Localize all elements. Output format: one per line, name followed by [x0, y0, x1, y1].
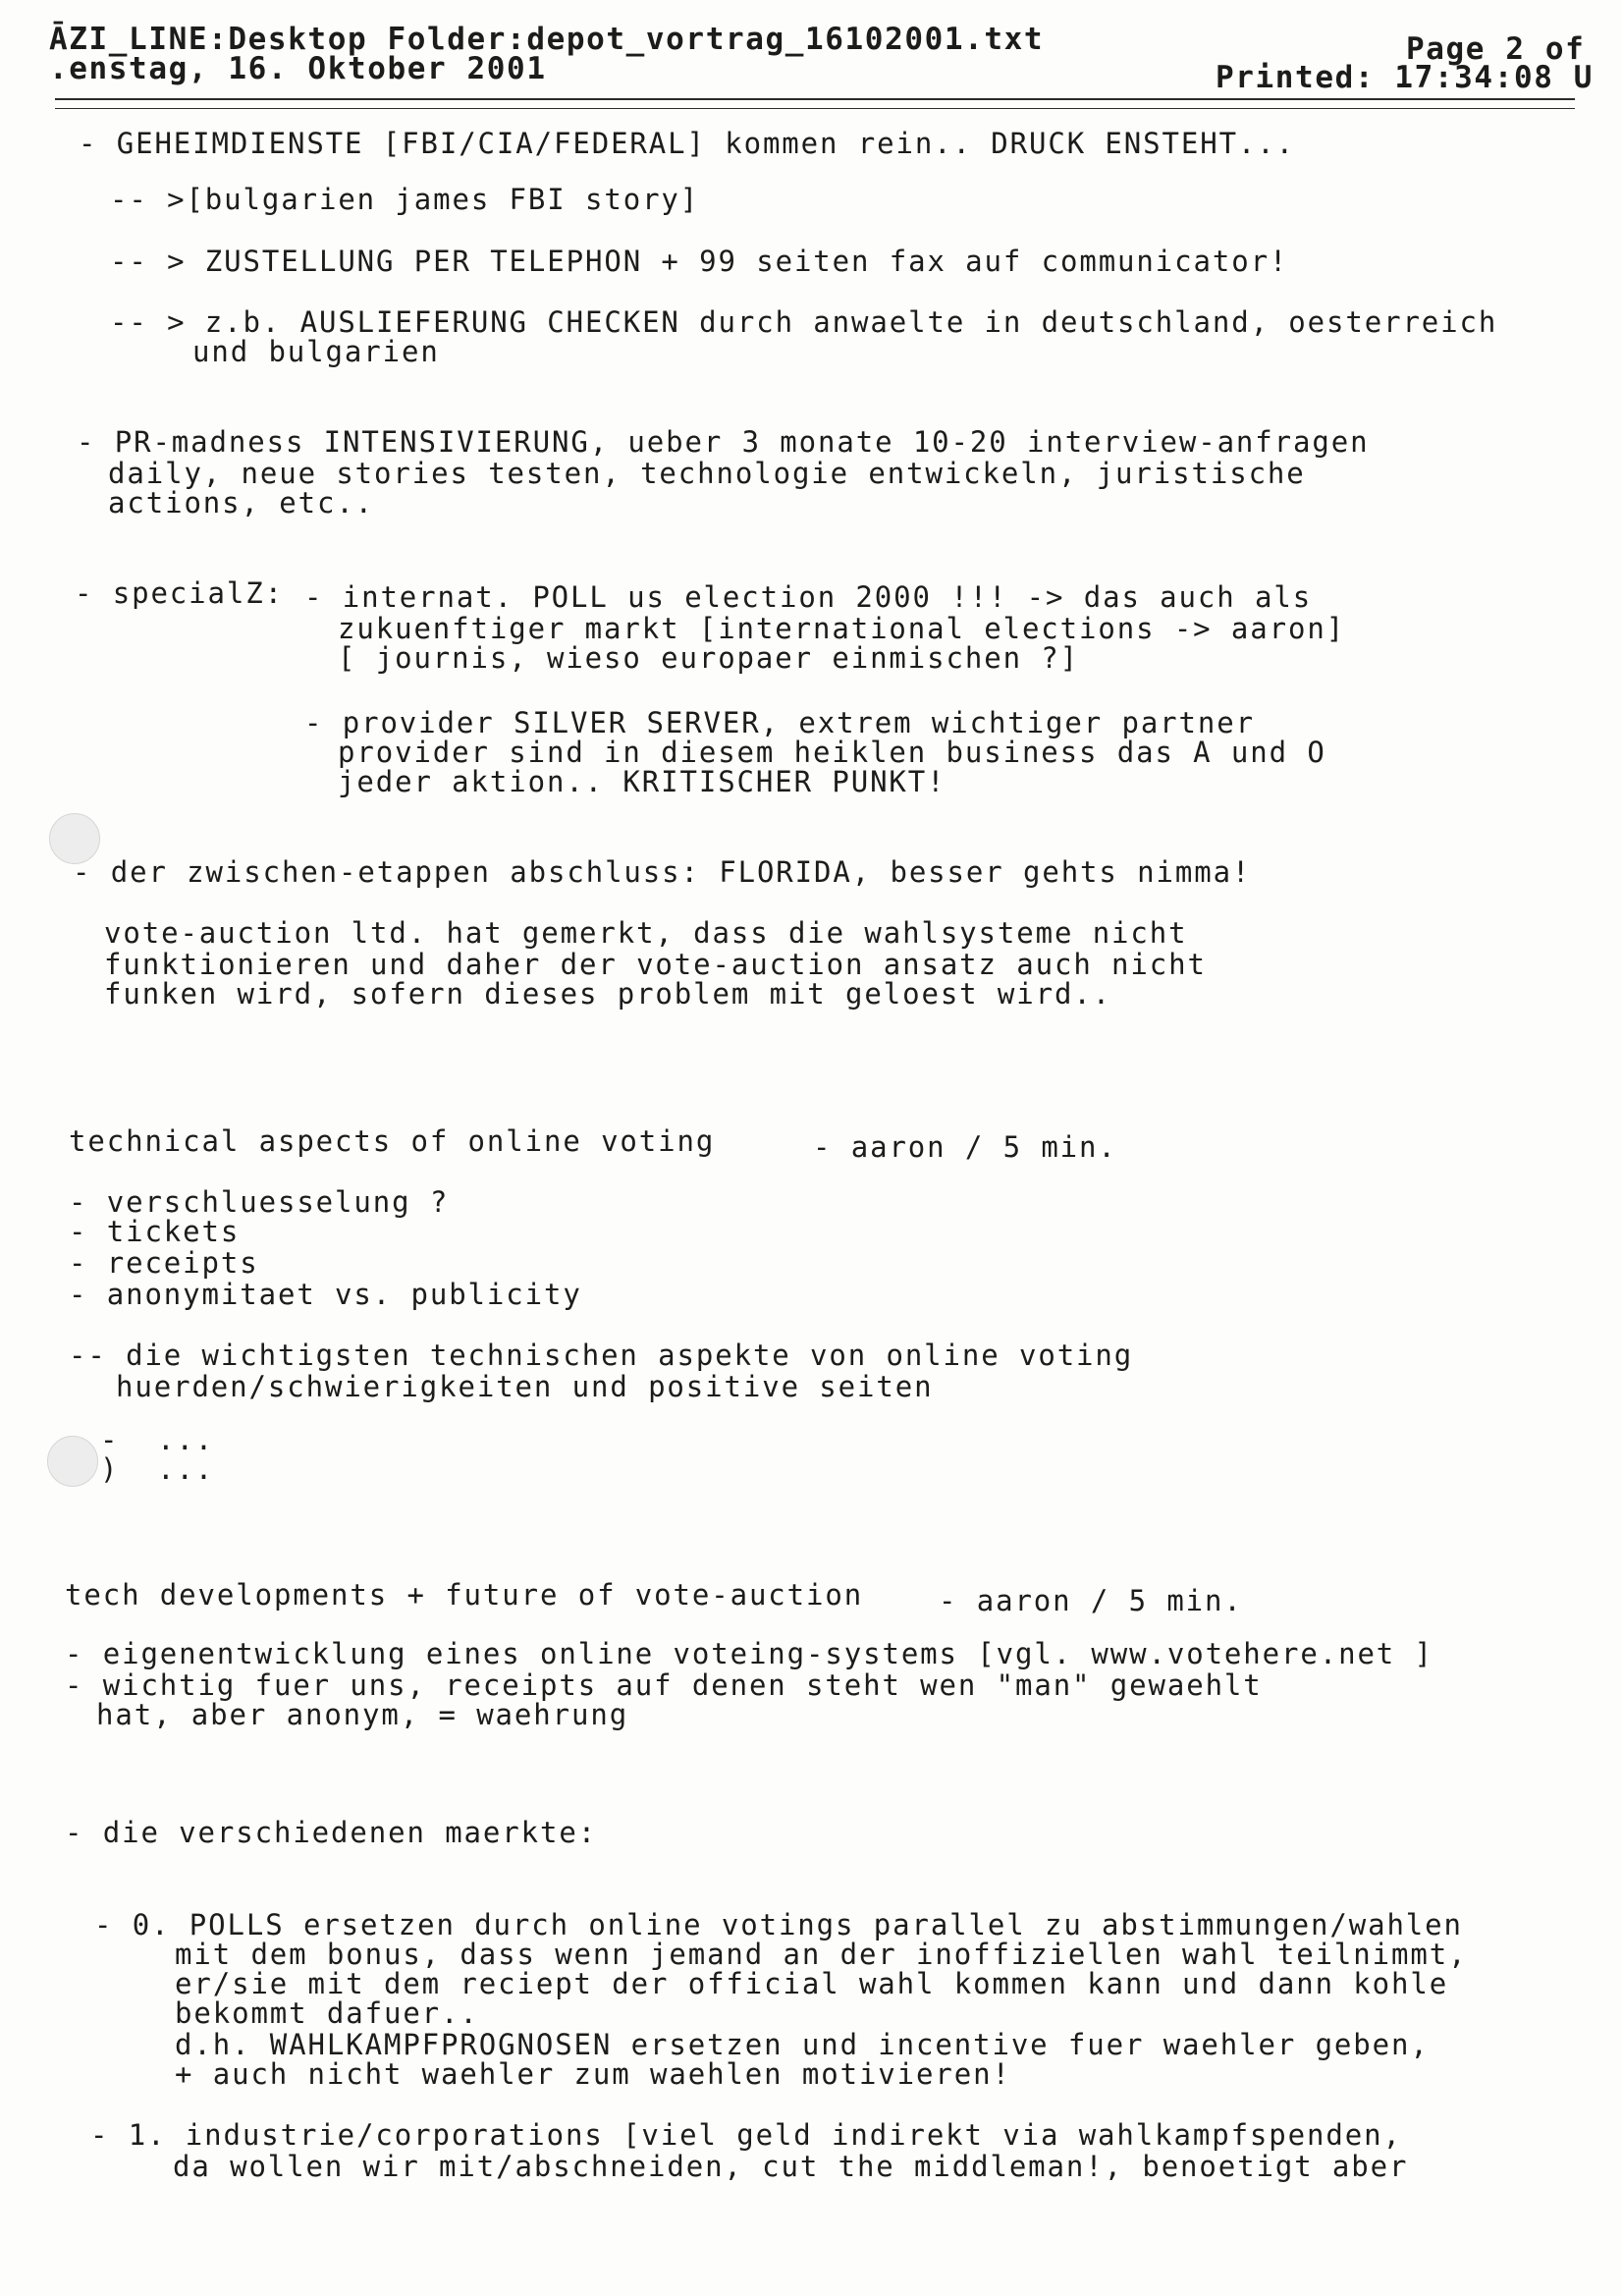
text-line: - receipts: [69, 1246, 259, 1280]
text-line: - die verschiedenen maerkte:: [65, 1816, 598, 1849]
section-title: tech developments + future of vote-auction: [65, 1578, 864, 1612]
text-line: - 0. POLLS ersetzen durch online votings parallel zu abstimmungen/wahlen: [94, 1908, 1463, 1941]
text-line: vote-auction ltd. hat gemerkt, dass die wahlsysteme nicht: [104, 916, 1188, 950]
header-date: .enstag, 16. Oktober 2001: [49, 51, 547, 86]
text-line: - PR-madness INTENSIVIERUNG, ueber 3 monate 10-20 interview-anfragen: [77, 425, 1370, 459]
text-line: - anonymitaet vs. publicity: [69, 1278, 582, 1311]
text-line: + auch nicht waehler zum waehlen motivieren!: [175, 2057, 1011, 2091]
punch-hole: [47, 1436, 98, 1487]
text-line: - wichtig fuer uns, receipts auf denen steht wen "man" gewaehlt: [65, 1668, 1263, 1702]
text-line: - 1. industrie/corporations [viel geld indirekt via wahlkampfspenden,: [90, 2118, 1402, 2152]
header-rule: [55, 98, 1575, 100]
text-line: - verschluesselung ?: [69, 1185, 450, 1219]
text-line: - eigenentwicklung eines online voteing-systems [vgl. www.votehere.net ]: [65, 1637, 1433, 1670]
text-line: - der zwischen-etappen abschluss: FLORIDA, besser gehts nimma!: [73, 855, 1252, 889]
header-file-path: ĀZI_LINE:Desktop Folder:depot_vortrag_16102001.txt: [49, 22, 1045, 57]
text-line: - specialZ:: [75, 576, 284, 610]
text-line: er/sie mit dem reciept der official wahl kommen kann und dann kohle: [175, 1967, 1449, 2000]
section-speaker: - aaron / 5 min.: [813, 1130, 1117, 1164]
text-line: daily, neue stories testen, technologie entwickeln, juristische: [108, 457, 1306, 490]
text-line: und bulgarien: [192, 335, 440, 368]
text-line: provider sind in diesem heiklen business das A und O: [338, 736, 1326, 769]
text-line: - internat. POLL us election 2000 !!! -> das auch als: [304, 580, 1313, 614]
header-printed-time: Printed: 17:34:08 U: [1216, 60, 1595, 95]
text-line: da wollen wir mit/abschneiden, cut the middleman!, benoetigt aber: [173, 2150, 1409, 2183]
text-line: - ...: [100, 1423, 215, 1456]
text-line: -- > z.b. AUSLIEFERUNG CHECKEN durch anwaelte in deutschland, oesterreich: [110, 305, 1498, 339]
text-line: bekommt dafuer..: [175, 1996, 479, 2030]
text-line: -- >[bulgarien james FBI story]: [110, 183, 700, 216]
text-line: zukuenftiger markt [international elections -> aaron]: [338, 612, 1346, 645]
text-line: [ journis, wieso europaer einmischen ?]: [338, 641, 1080, 675]
text-line: -- > ZUSTELLUNG PER TELEPHON + 99 seiten fax auf communicator!: [110, 245, 1289, 278]
text-line: - tickets: [69, 1215, 241, 1248]
text-line: -- die wichtigsten technischen aspekte von online voting: [69, 1339, 1134, 1372]
text-line: ) ...: [100, 1452, 215, 1486]
text-line: hat, aber anonym, = waehrung: [96, 1698, 629, 1731]
text-line: actions, etc..: [108, 486, 375, 519]
text-line: funktionieren und daher der vote-auction ansatz auch nicht: [104, 948, 1207, 981]
text-line: funken wird, sofern dieses problem mit geloest wird..: [104, 977, 1112, 1011]
header-rule-second: [55, 108, 1575, 109]
section-title: technical aspects of online voting: [69, 1124, 716, 1158]
text-line: - GEHEIMDIENSTE [FBI/CIA/FEDERAL] kommen rein.. DRUCK ENSTEHT...: [79, 127, 1296, 160]
section-speaker: - aaron / 5 min.: [939, 1584, 1243, 1617]
text-line: jeder aktion.. KRITISCHER PUNKT!: [338, 765, 946, 798]
text-line: d.h. WAHLKAMPFPROGNOSEN ersetzen und incentive fuer waehler geben,: [175, 2028, 1430, 2061]
text-line: huerden/schwierigkeiten und positive seiten: [116, 1370, 934, 1403]
text-line: - provider SILVER SERVER, extrem wichtiger partner: [304, 706, 1255, 739]
header-page-number: Page 2 of: [1406, 31, 1586, 67]
text-line: mit dem bonus, dass wenn jemand an der inoffiziellen wahl teilnimmt,: [175, 1938, 1468, 1971]
